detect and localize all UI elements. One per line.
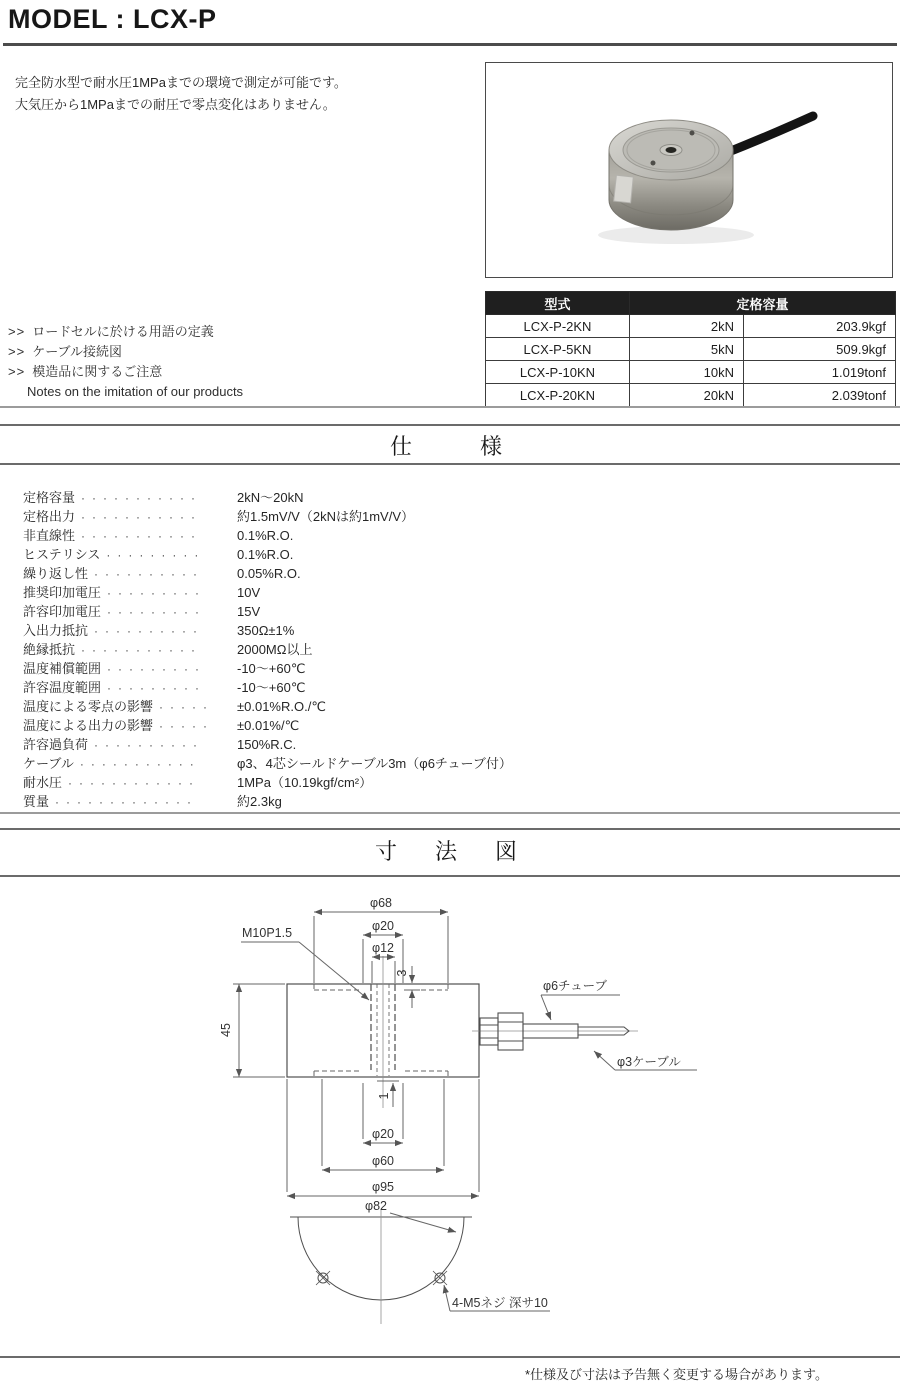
top-screw-dot [651,161,656,166]
spec-row [23,716,512,735]
footer-rule [0,1356,900,1358]
spec-value: 0.05%R.O. [237,566,301,581]
spec-leader-dots: ········· [107,586,206,600]
spec-label: 温度による出力の影響 [23,718,154,733]
spec-leader-dots: ·········· [94,567,204,581]
cell-capacity-kn: 20kN [630,384,744,407]
capacity-table [485,291,896,407]
link-row-terms [8,322,243,342]
table-row [486,361,896,384]
spec-leader-dots: ····· [159,719,214,733]
cell-model: LCX-P-20KN [486,384,630,407]
spec-leader-dots: ············ [68,776,200,790]
dim-label-height45: 45 [219,1023,233,1037]
dim-label-dia12: φ12 [371,941,395,955]
dim-label-dia68: φ68 [369,896,393,910]
cell-model: LCX-P-10KN [486,361,630,384]
load-cell-photo-art [486,63,892,277]
spec-row [23,545,512,564]
spec-value: φ3、4芯シールドケーブル3m（φ6チューブ付） [237,756,512,771]
top-screw-dot [690,131,695,136]
link-load-cell-terms[interactable]: ロードセルに於ける用語の定義 [32,324,214,339]
spec-row [23,678,512,697]
section-divider [0,812,900,814]
spec-row [23,697,512,716]
dim-section-title: 寸 法 図 [374,839,525,864]
cable-gland [480,1013,629,1050]
spec-leader-dots: ··········· [81,529,202,543]
spec-row [23,659,512,678]
spec-leader-dots: ········· [107,681,206,695]
spec-value: 2kN～20kN [237,490,304,505]
spec-row [23,773,512,792]
spec-row [23,526,512,545]
link-arrow-icon: >> [8,364,26,379]
spec-leader-dots: ········· [106,548,206,562]
spec-label: 定格容量 [23,490,76,505]
spec-row [23,640,512,659]
spec-row [23,735,512,754]
table-row [486,315,896,338]
cell-model: LCX-P-2KN [486,315,630,338]
spec-label: 許容過負荷 [23,737,89,752]
spec-label: 定格出力 [23,509,76,524]
spec-leader-dots: ··········· [81,491,202,505]
spec-leader-dots: ········· [107,605,206,619]
link-imitation-notice[interactable]: 模造品に関するご注意 [32,364,163,379]
spec-label: 推奨印加電圧 [23,585,102,600]
description-line-2: 大気圧から1MPaまでの耐圧で零点変化はありません。 [15,97,336,112]
dim-label-step1: 1 [377,1092,391,1100]
bolt-holes [316,1271,447,1285]
link-cable-connection[interactable]: ケーブル接続図 [32,344,123,359]
spec-leader-dots: ··········· [81,643,202,657]
related-links [8,322,243,402]
spec-row [23,564,512,583]
dim-heading-top-rule [0,828,900,830]
spec-value: 150%R.C. [237,737,297,752]
cell-capacity-converted: 509.9kgf [744,338,896,361]
description-line-1: 完全防水型で耐水圧1MPaまでの環境で測定が可能です。 [15,75,347,90]
link-row-cable [8,342,243,362]
spec-leader-dots: ·········· [94,738,204,752]
side-label-plate [614,175,634,203]
hidden-lines [314,984,448,1077]
table-row [486,338,896,361]
link-arrow-icon: >> [8,324,26,339]
spec-leader-dots: ·········· [94,624,204,638]
spec-row [23,488,512,507]
cell-capacity-converted: 203.9kgf [744,315,896,338]
spec-heading-top-rule [0,424,900,426]
spec-value: ±0.01%R.O./℃ [237,699,326,714]
spec-value: 2000MΩ以上 [237,642,313,657]
dim-label-dia20-top: φ20 [371,919,395,933]
dim-label-dia60: φ60 [371,1154,395,1168]
spec-label: ケーブル [23,756,74,771]
dim-label-step3: 3 [395,969,409,977]
spec-value: 350Ω±1% [237,623,295,638]
thread-label-m10: M10P1.5 [242,926,293,940]
spec-value: 15V [237,604,261,619]
link-note-english: Notes on the imitation of our products [27,384,244,399]
page-title: MODEL : LCX-P [8,4,217,34]
dim-label-dia95: φ95 [371,1180,395,1194]
spec-leader-dots: ··········· [79,757,201,771]
cell-capacity-kn: 5kN [630,338,744,361]
spec-label: 非直線性 [23,528,76,543]
dim-label-dia82: φ82 [364,1199,388,1213]
spec-leader-dots: ············· [55,795,198,809]
dim-label-dia20-bottom: φ20 [371,1127,395,1141]
spec-label: 絶縁抵抗 [23,642,76,657]
spec-row [23,507,512,526]
spec-row [23,792,512,811]
center-hole [666,147,677,153]
spec-label: 許容印加電圧 [23,604,102,619]
title-underline [3,43,897,46]
dimension-drawing [0,880,900,1340]
bolt-spec-label: 4-M5ネジ 深サ10 [452,1296,548,1310]
spec-row [23,602,512,621]
table-row [486,384,896,407]
spec-section-title: 仕 様 [389,434,510,459]
spec-label: 耐水圧 [23,775,63,790]
spec-leader-dots: ········· [107,662,206,676]
cell-capacity-kn: 10kN [630,361,744,384]
cell-model: LCX-P-5KN [486,338,630,361]
cable-image [726,116,813,153]
spec-value: -10～+60℃ [237,661,306,676]
spec-value: ±0.01%/℃ [237,718,300,733]
product-photo [485,62,893,278]
column-header-model: 型式 [486,292,630,315]
cable-label: φ3ケーブル [617,1055,681,1069]
section-divider [0,406,900,408]
footer-note: *仕様及び寸法は予告無く変更する場合があります。 [524,1367,828,1382]
spec-value: -10～+60℃ [237,680,306,695]
spec-label: 許容温度範囲 [23,680,102,695]
tube-label: φ6チューブ [543,979,608,993]
spec-label: 温度による零点の影響 [23,699,154,714]
spec-value: 約2.3kg [237,794,282,809]
link-row-imitation [8,362,243,382]
cell-capacity-converted: 1.019tonf [744,361,896,384]
spec-value: 0.1%R.O. [237,547,294,562]
spec-label: 質量 [23,794,50,809]
table-header-row [486,292,896,315]
spec-label: 入出力抵抗 [23,623,89,638]
spec-leader-dots: ····· [159,700,214,714]
spec-row [23,583,512,602]
spec-label: 繰り返し性 [23,566,89,581]
cell-capacity-converted: 2.039tonf [744,384,896,407]
spec-heading-bottom-rule [0,463,900,465]
spec-row [23,621,512,640]
dim-heading-bottom-rule [0,875,900,877]
spec-row [23,754,512,773]
spec-value: 10V [237,585,261,600]
product-description [15,72,347,116]
spec-value: 約1.5mV/V（2kNは約1mV/V） [237,509,414,524]
spec-leader-dots: ··········· [81,510,202,524]
spec-list [23,488,512,811]
spec-value: 1MPa（10.19kgf/cm²） [237,775,373,790]
cell-capacity-kn: 2kN [630,315,744,338]
spec-label: ヒステリシス [23,547,101,562]
link-arrow-icon: >> [8,344,26,359]
spec-value: 0.1%R.O. [237,528,294,543]
column-header-capacity: 定格容量 [630,292,896,315]
spec-label: 温度補償範囲 [23,661,102,676]
